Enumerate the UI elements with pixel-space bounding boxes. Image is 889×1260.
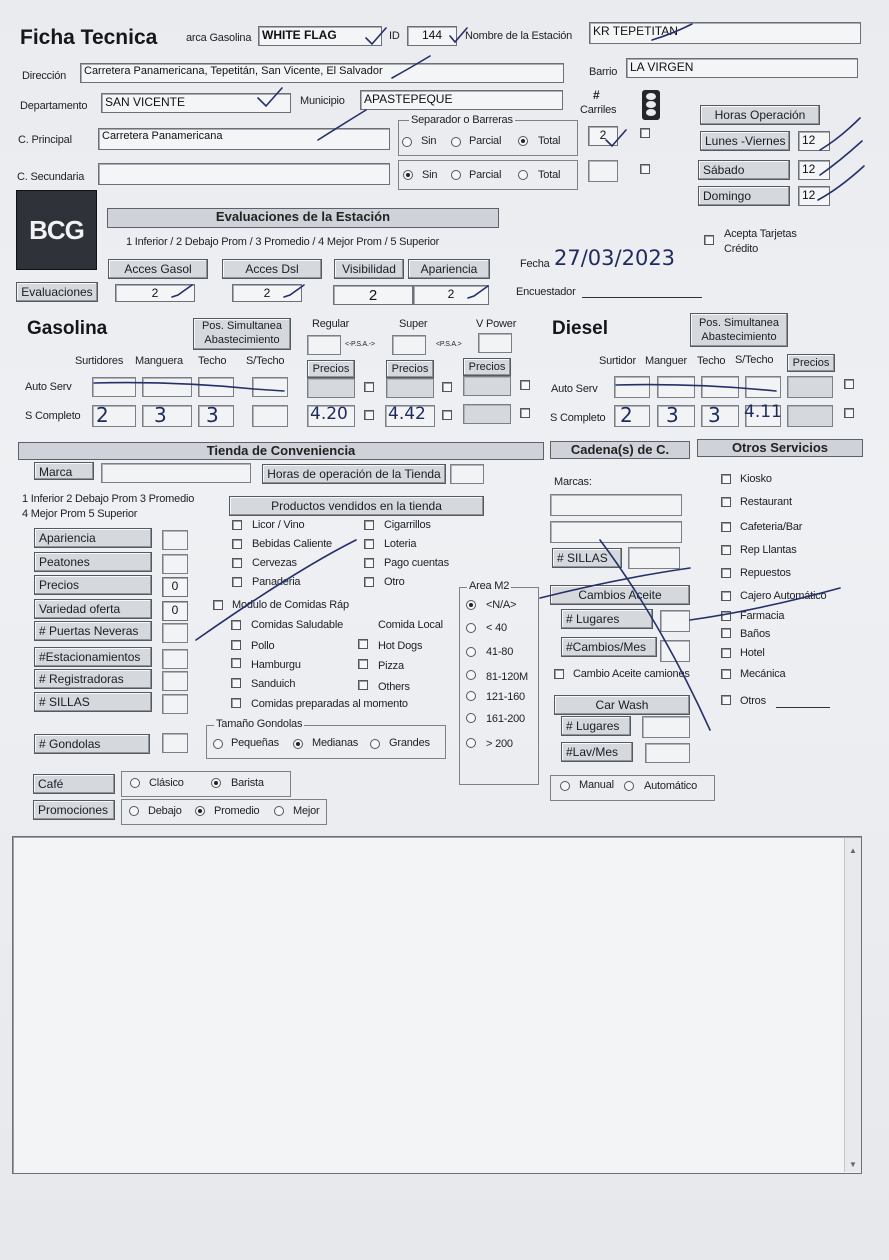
pequenas-radio[interactable] (213, 739, 223, 749)
hotel-label: Hotel (740, 647, 765, 659)
banos-checkbox[interactable] (721, 628, 731, 638)
sc-vpower-checkbox[interactable] (520, 408, 530, 418)
auto-serv-label: Auto Serv (25, 381, 72, 393)
promedio-radio[interactable] (195, 806, 205, 816)
mejor-radio[interactable] (274, 806, 284, 816)
municipio-field[interactable]: APASTEPEQUE (360, 90, 563, 110)
cervezas-label: Cervezas (252, 557, 297, 569)
modulo-checkbox[interactable] (213, 600, 223, 610)
ca-lugares-label: # Lugares (561, 609, 653, 629)
area-41-80-radio[interactable] (466, 647, 476, 657)
sanduich-label: Sanduich (251, 678, 296, 690)
pequenas-label: Pequeñas (231, 737, 279, 749)
horas-lv-field[interactable]: 12 (798, 131, 830, 151)
notes-scrollbar[interactable] (844, 838, 861, 1172)
diesel-sc-price-box[interactable] (787, 405, 833, 427)
diesel-precios-button[interactable]: Precios (787, 354, 835, 372)
cigarrillos-label: Cigarrillos (384, 519, 431, 531)
separador2-total-label: Total (538, 169, 561, 181)
car-wash-button[interactable]: Car Wash (554, 695, 690, 715)
carriles-label: Carriles (580, 104, 617, 116)
area-81-120-radio[interactable] (466, 670, 476, 680)
scroll-down-icon[interactable]: ▼ (849, 1160, 857, 1169)
fecha-value[interactable]: 27/03/2023 (554, 246, 676, 270)
gasolina-pos-button[interactable] (193, 318, 291, 350)
diesel-pos-button[interactable] (690, 313, 788, 347)
sc-surtidores-value: 2 (96, 403, 109, 427)
camiones-label: Cambio Aceite camiones (573, 668, 690, 680)
area-label: Area M2 (469, 580, 510, 592)
marcas-field-2[interactable] (550, 521, 682, 543)
mecanica-checkbox[interactable] (721, 669, 731, 679)
apariencia-row-field[interactable] (162, 530, 188, 550)
as-regular-price[interactable] (307, 378, 355, 398)
gondolas-row-field[interactable] (162, 733, 188, 753)
productos-label: Productos vendidos en la tienda (229, 496, 484, 516)
as-manguera-field[interactable] (142, 377, 192, 397)
id-field[interactable]: 144 (407, 26, 457, 46)
scroll-up-icon[interactable]: ▲ (849, 846, 857, 855)
tienda-scale-2: 4 Mejor Prom 5 Superior (22, 508, 138, 520)
tarjetas-label: Acepta Tarjetas (724, 228, 797, 240)
sillas-row-field[interactable] (162, 694, 188, 714)
carriles-field-1[interactable]: 2 (588, 126, 618, 146)
horas-tienda-label: Horas de operación de la Tienda (262, 464, 446, 484)
departamento-field[interactable]: SAN VICENTE (101, 93, 291, 113)
otros-label: Otros (740, 695, 766, 707)
horas-domingo-label: Domingo (698, 186, 790, 206)
separador2-sin-radio[interactable] (403, 170, 413, 180)
id-label: ID (389, 30, 400, 42)
separador1-total-radio[interactable] (518, 136, 528, 146)
eval-dsl-field[interactable]: 2 (232, 284, 302, 302)
cigarrillos-checkbox[interactable] (364, 520, 374, 530)
encuestador-label: Encuestador (516, 286, 576, 298)
s-completo-label: S Completo (25, 410, 81, 422)
diesel-as-surtidor[interactable] (614, 376, 650, 398)
super-precios-button[interactable]: Precios (386, 360, 434, 378)
direccion-label: Dirección (22, 70, 67, 82)
as-vpower-price[interactable] (463, 376, 511, 396)
grandes-label: Grandes (389, 737, 430, 749)
barista-label: Barista (231, 777, 264, 789)
gondolas-row-label: # Gondolas (34, 734, 150, 754)
hotel-checkbox[interactable] (721, 648, 731, 658)
separador1-parcial-radio[interactable] (451, 137, 461, 147)
modulo-label: Modulo de Comidas Ráp (232, 599, 349, 611)
pago-cuentas-checkbox[interactable] (364, 558, 374, 568)
cw-lugares-label: # Lugares (561, 716, 631, 736)
diesel-sc-price: 4.11 (744, 402, 782, 422)
municipio-label: Municipio (300, 95, 345, 107)
super-label: Super (399, 318, 428, 330)
regular-precios-button[interactable]: Precios (307, 360, 355, 378)
debajo-label: Debajo (148, 805, 182, 817)
barrio-label: Barrio (589, 66, 618, 78)
horas-tienda-field[interactable] (450, 464, 484, 484)
cw-lugares-field[interactable] (642, 716, 690, 738)
loteria-label: Loteria (384, 538, 417, 550)
automatico-label: Automático (644, 780, 698, 792)
diesel-as-manguer[interactable] (657, 376, 695, 398)
cadena-sillas-label: # SILLAS (552, 548, 622, 568)
farmacia-checkbox[interactable] (721, 611, 731, 621)
pollo-label: Pollo (251, 640, 275, 652)
hot-dogs-checkbox[interactable] (358, 639, 368, 649)
departamento-label: Departamento (20, 100, 88, 112)
cambios-aceite-button[interactable]: Cambios Aceite (550, 585, 690, 605)
tamano-label: Tamaño Gondolas (216, 718, 303, 730)
separador2-parcial-label: Parcial (469, 169, 502, 181)
diesel-abast-label: Abastecimiento (701, 331, 777, 343)
gasolina-abast-label: Abastecimiento (204, 334, 280, 346)
diesel-manguer-label: Manguer (645, 355, 688, 367)
peatones-row-label: Peatones (34, 552, 152, 572)
super-psa-field[interactable] (392, 335, 426, 355)
licor-label: Licor / Vino (252, 519, 305, 531)
automatico-radio[interactable] (624, 781, 634, 791)
manual-radio[interactable] (560, 781, 570, 791)
saludable-label: Comidas Saludable (251, 619, 343, 631)
repuestos-label: Repuestos (740, 567, 791, 579)
diesel-surtidor-label: Surtidor (599, 355, 636, 367)
evaluaciones-label-button: Evaluaciones (16, 282, 98, 302)
mecanica-label: Mecánica (740, 668, 786, 680)
diesel-sc-surtidor: 2 (620, 403, 633, 427)
acceso-gasol-button[interactable]: Acces Gasol (108, 259, 208, 279)
separador2-parcial-radio[interactable] (451, 170, 461, 180)
sanduich-checkbox[interactable] (231, 678, 241, 688)
sc-techo-value: 3 (206, 403, 219, 427)
separador1-sin-radio[interactable] (402, 137, 412, 147)
farmacia-label: Farmacia (740, 610, 785, 622)
licor-checkbox[interactable] (232, 520, 242, 530)
rep-llantas-checkbox[interactable] (721, 545, 731, 555)
puertas-row-label: # Puertas Neveras (34, 621, 152, 641)
area-na-radio[interactable] (466, 600, 476, 610)
page-title: Ficha Tecnica (20, 26, 158, 49)
bcg-logo: BCG (16, 190, 97, 270)
preparadas-label: Comidas preparadas al momento (251, 698, 408, 710)
precios-row-field[interactable]: 0 (162, 577, 188, 597)
puertas-row-field[interactable] (162, 623, 188, 643)
pago-cuentas-label: Pago cuentas (384, 557, 449, 569)
surtidores-label: Surtidores (75, 355, 124, 367)
diesel-as-checkbox[interactable] (844, 379, 854, 389)
variedad-row-field[interactable]: 0 (162, 601, 188, 621)
marca-label: arca Gasolina (186, 32, 252, 44)
separador2-total-radio[interactable] (518, 170, 528, 180)
hamburguesa-checkbox[interactable] (231, 658, 241, 668)
separador1-parcial-label: Parcial (469, 135, 502, 147)
apariencia-row-label: Apariencia (34, 528, 152, 548)
diesel-as-price[interactable] (787, 376, 833, 398)
otros-line[interactable] (776, 707, 830, 708)
marcas-field-1[interactable] (550, 494, 682, 516)
as-techo-field[interactable] (198, 377, 234, 397)
acceso-dsl-button[interactable]: Acces Dsl (222, 259, 322, 279)
gasolina-pos-label: Pos. Simultanea (201, 320, 283, 332)
c-principal-label: C. Principal (18, 134, 72, 146)
camiones-checkbox[interactable] (554, 669, 564, 679)
vpower-precios-button[interactable]: Precios (463, 358, 511, 376)
estacion-label: Nombre de la Estación (465, 30, 573, 42)
area-40-radio[interactable] (466, 623, 476, 633)
area-41-80-label: 41-80 (486, 646, 514, 658)
evaluaciones-scale: 1 Inferior / 2 Debajo Prom / 3 Promedio / 4 Mejor Prom / 5 Superior (126, 236, 440, 248)
area-81-120-label: 81-120M (486, 671, 529, 683)
regular-label: Regular (312, 318, 350, 330)
horas-operacion-button[interactable]: Horas Operación (700, 105, 820, 125)
cervezas-checkbox[interactable] (232, 558, 242, 568)
area-121-160-radio[interactable] (466, 691, 476, 701)
sc-stecho-field[interactable] (252, 405, 288, 427)
comida-local-label: Comida Local (378, 619, 443, 631)
c-secundaria-label: C. Secundaria (17, 171, 85, 183)
separador2-sin-label: Sin (422, 169, 438, 181)
otros-checkbox[interactable] (721, 695, 731, 705)
separador1-total-label: Total (538, 135, 561, 147)
sc-vpower-price[interactable] (463, 404, 511, 424)
variedad-row-label: Variedad oferta (34, 599, 152, 619)
area-40-label: < 40 (486, 622, 507, 634)
diesel-pos-label: Pos. Simultanea (698, 317, 780, 329)
registradoras-row-label: # Registradoras (34, 669, 152, 689)
tienda-title: Tienda de Conveniencia (18, 442, 544, 460)
as-surtidores-field[interactable] (92, 377, 136, 397)
registradoras-row-field[interactable] (162, 671, 188, 691)
cafeteria-label: Cafeteria/Bar (740, 521, 803, 533)
panaderia-checkbox[interactable] (232, 577, 242, 587)
marcas-label: Marcas: (554, 476, 592, 488)
marca-tienda-field[interactable] (101, 463, 251, 483)
area-200-label: > 200 (486, 738, 513, 750)
estacionamientos-row-label: #Estacionamientos (34, 647, 152, 667)
diesel-auto-serv-label: Auto Serv (551, 383, 598, 395)
marca-tienda-label: Marca (34, 462, 94, 480)
marca-field[interactable]: WHITE FLAG (258, 26, 382, 46)
as-super-price[interactable] (386, 378, 434, 398)
ca-mes-label: #Cambios/Mes (561, 637, 657, 657)
loteria-checkbox[interactable] (364, 539, 374, 549)
regular-psa-field[interactable] (307, 335, 341, 355)
medianas-label: Medianas (312, 737, 359, 749)
vpower-psa-field[interactable] (478, 333, 512, 353)
carriles-checkbox-2[interactable] (640, 164, 650, 174)
hot-dogs-label: Hot Dogs (378, 640, 423, 652)
horas-sabado-label: Sábado (698, 160, 790, 180)
barrio-field[interactable]: LA VIRGEN (626, 58, 858, 78)
vpower-label: V Power (476, 318, 517, 330)
hamburguesa-label: Hamburgu (251, 659, 301, 671)
saludable-checkbox[interactable] (231, 620, 241, 630)
others-checkbox[interactable] (358, 680, 368, 690)
pizza-checkbox[interactable] (358, 659, 368, 669)
mejor-label: Mejor (293, 805, 320, 817)
area-121-160-label: 121-160 (486, 691, 525, 703)
as-super-checkbox[interactable] (442, 382, 452, 392)
ca-lugares-field[interactable] (660, 610, 690, 632)
banos-label: Baños (740, 628, 771, 640)
area-group (459, 587, 539, 785)
diesel-techo-label: Techo (697, 355, 726, 367)
sc-manguera-field[interactable] (142, 405, 192, 427)
barista-radio[interactable] (211, 778, 221, 788)
eval-visibilidad-field[interactable]: 2 (333, 285, 413, 305)
lav-mes-label: #Lav/Mes (561, 742, 633, 762)
psa-arrow-2: <P.S.A.> (436, 341, 462, 348)
carriles-checkbox-1[interactable] (640, 128, 650, 138)
promociones-label: Promociones (33, 800, 115, 820)
lav-mes-field[interactable] (645, 743, 690, 763)
as-stecho-field[interactable] (252, 377, 288, 397)
cadena-title: Cadena(s) de C. (550, 441, 690, 459)
fecha-label: Fecha (520, 258, 550, 270)
carriles-field-2[interactable] (588, 160, 618, 182)
cafe-label: Café (33, 774, 115, 794)
medianas-radio[interactable] (293, 739, 303, 749)
clasico-label: Clásico (149, 777, 184, 789)
otro-label: Otro (384, 576, 405, 588)
as-regular-checkbox[interactable] (364, 382, 374, 392)
estacionamientos-row-field[interactable] (162, 649, 188, 669)
encuestador-line[interactable] (582, 297, 702, 298)
cajero-label: Cajero Automático (740, 590, 827, 602)
ca-mes-field[interactable] (660, 640, 690, 662)
area-200-radio[interactable] (466, 738, 476, 748)
horas-sabado-field[interactable]: 12 (798, 160, 830, 180)
sc-super-checkbox[interactable] (442, 410, 452, 420)
carriles-hash: # (593, 88, 600, 102)
c-secundaria-field[interactable] (98, 163, 390, 185)
sc-regular-checkbox[interactable] (364, 410, 374, 420)
repuestos-checkbox[interactable] (721, 568, 731, 578)
otros-servicios-title: Otros Servicios (697, 439, 863, 457)
horas-lv-label: Lunes -Viernes (700, 131, 790, 151)
diesel-sc-manguer: 3 (666, 403, 679, 427)
separador-label: Separador o Barreras (411, 114, 513, 126)
restaurant-checkbox[interactable] (721, 497, 731, 507)
apariencia-button[interactable]: Apariencia (408, 259, 490, 279)
diesel-s-completo-label: S Completo (550, 412, 606, 424)
horas-domingo-field[interactable]: 12 (798, 186, 830, 206)
credito-label: Crédito (724, 243, 759, 255)
manguera-label: Manguera (135, 355, 183, 367)
gasolina-title: Gasolina (27, 318, 108, 339)
pollo-checkbox[interactable] (231, 640, 241, 650)
visibilidad-button[interactable]: Visibilidad (334, 259, 404, 279)
debajo-radio[interactable] (129, 806, 139, 816)
bebidas-checkbox[interactable] (232, 539, 242, 549)
cadena-sillas-field[interactable] (628, 547, 680, 569)
kiosko-checkbox[interactable] (721, 474, 731, 484)
rep-llantas-label: Rep Llantas (740, 544, 797, 556)
bebidas-label: Bebidas Caliente (252, 538, 332, 550)
panaderia-label: Panaderia (252, 576, 301, 588)
sc-super-price: 4.42 (388, 404, 426, 424)
sc-regular-price: 4.20 (310, 404, 348, 424)
restaurant-label: Restaurant (740, 496, 792, 508)
eval-apariencia-field[interactable]: 2 (413, 285, 489, 305)
precios-row-label: Precios (34, 575, 152, 595)
psa-arrow-1: <-P.S.A.-> (345, 341, 375, 348)
diesel-as-stecho[interactable] (745, 376, 781, 398)
cafe-group (121, 771, 291, 797)
grandes-radio[interactable] (370, 739, 380, 749)
evaluaciones-title: Evaluaciones de la Estación (107, 208, 499, 228)
notes-textarea[interactable] (12, 836, 862, 1174)
diesel-title: Diesel (552, 318, 608, 339)
traffic-light-icon (642, 90, 660, 120)
clasico-radio[interactable] (130, 778, 140, 788)
eval-gasol-field[interactable]: 2 (115, 284, 195, 302)
c-principal-field[interactable]: Carretera Panamericana (98, 128, 390, 150)
otro-checkbox[interactable] (364, 577, 374, 587)
manual-label: Manual (579, 779, 614, 791)
promedio-label: Promedio (214, 805, 260, 817)
tienda-scale-1: 1 Inferior 2 Debajo Prom 3 Promedio (22, 493, 195, 505)
direccion-field[interactable]: Carretera Panamericana, Tepetitán, San Vicente, El Salvador (80, 63, 564, 83)
area-na-label: <N/A> (486, 599, 517, 611)
cafeteria-checkbox[interactable] (721, 522, 731, 532)
area-161-200-radio[interactable] (466, 713, 476, 723)
cajero-checkbox[interactable] (721, 591, 731, 601)
preparadas-checkbox[interactable] (231, 698, 241, 708)
peatones-row-field[interactable] (162, 554, 188, 574)
estacion-field[interactable]: KR TEPETITAN (589, 22, 861, 44)
tarjetas-checkbox[interactable] (704, 235, 714, 245)
as-vpower-checkbox[interactable] (520, 380, 530, 390)
techo-label: Techo (198, 355, 227, 367)
others-label: Others (378, 681, 410, 693)
diesel-as-techo[interactable] (701, 376, 739, 398)
stecho-label: S/Techo (246, 355, 285, 367)
pizza-label: Pizza (378, 660, 404, 672)
diesel-sc-checkbox[interactable] (844, 408, 854, 418)
kiosko-label: Kiosko (740, 473, 772, 485)
separador1-sin-label: Sin (421, 135, 437, 147)
sillas-row-label: # SILLAS (34, 692, 152, 712)
diesel-stecho-label: S/Techo (735, 354, 774, 366)
diesel-sc-techo: 3 (708, 403, 721, 427)
sc-manguera-value: 3 (154, 403, 167, 427)
area-161-200-label: 161-200 (486, 713, 525, 725)
